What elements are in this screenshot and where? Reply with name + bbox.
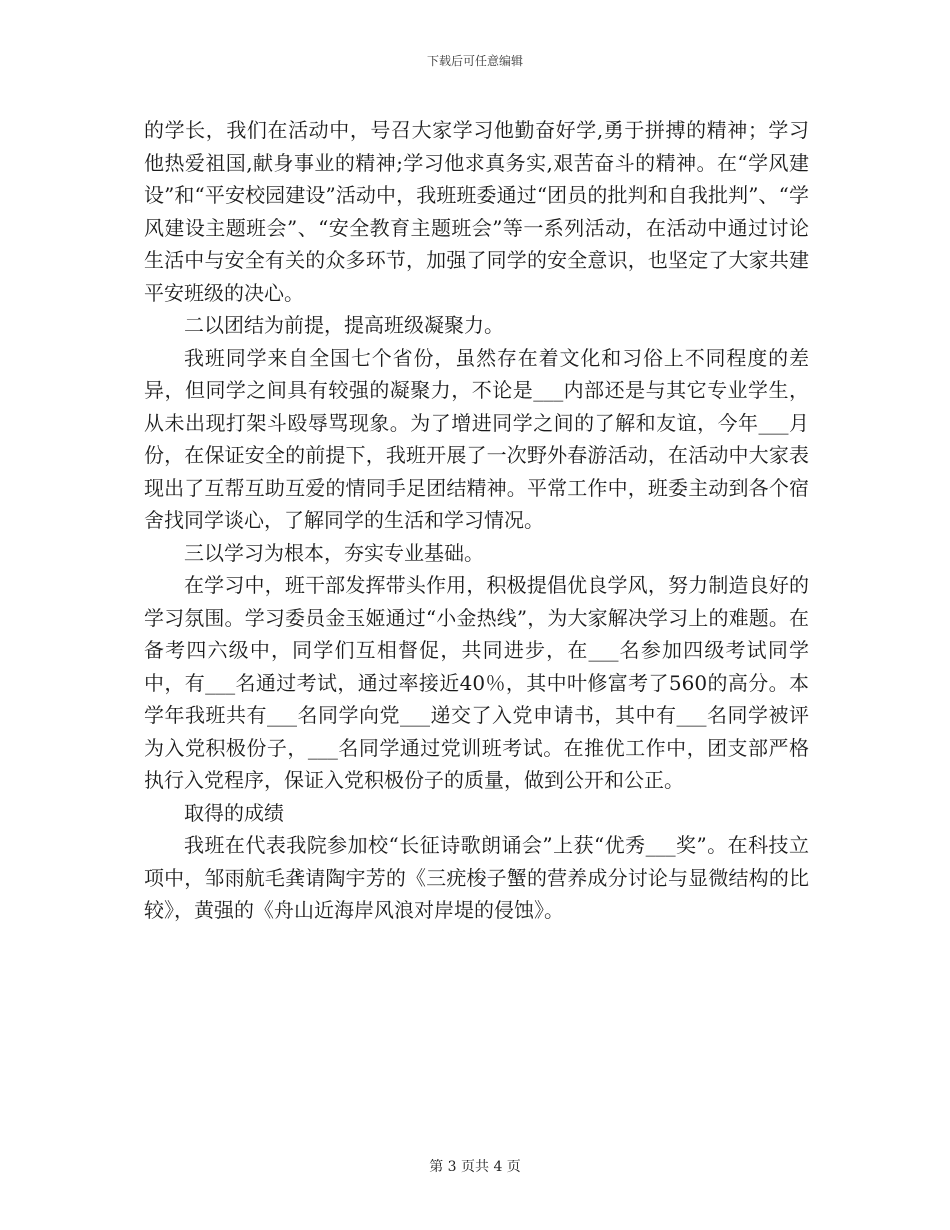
paragraph-unity: 我班同学来自全国七个省份，虽然存在着文化和习俗上不同程度的差异，但同学之间具有较强的凝聚力，不论是___内部还是与其它专业学生，从未出现打架斗殴辱骂现象。为了增进同学之间的了解和友谊，今年___月份，在保证安全的前提下，我班开展了一次野外春游活动，在活动中大家表现出了互帮互助互爱的情同手足团结精神。平常工作中，班委主动到各个宿舍找同学谈心，了解同学的生活和学习情况。	[144, 345, 809, 532]
paragraph-achievements: 我班在代表我院参加校“长征诗歌朗诵会”上获“优秀___奖”。在科技立项中，邹雨航毛龚请陶宇芳的《三疣梭子蟹的营养成分讨论与显微结构的比较》，黄强的《舟山近海岸风浪对岸堤的侵蚀》。	[144, 833, 809, 922]
paragraph-study: 在学习中，班干部发挥带头作用，积极提倡优良学风，努力制造良好的学习氛围。学习委员金玉姬通过“小金热线”，为大家解决学习上的难题。在备考四六级中，同学们互相督促，共同进步，在___名参加四级考试同学中，有___名通过考试，通过率接近40％，其中叶修富考了560的高分。本学年我班共有___名同学向党___递交了入党申请书，其中有___名同学被评为入党积极份子，___名同学通过党训班考试。在推优工作中，团支部严格执行入党程序，保证入党积极份子的质量，做到公开和公正。	[144, 573, 809, 792]
paragraph-continuation: 的学长，我们在活动中，号召大家学习他勤奋好学,勇于拼搏的精神；学习他热爱祖国,献身事业的精神;学习他求真务实,艰苦奋斗的精神。在“学风建设”和“平安校园建设”活动中，我班班委通过“团员的批判和自我批判”、“学风建设主题班会”、“安全教育主题班会”等一系列活动，在活动中通过讨论生活中与安全有关的众多环节，加强了同学的安全意识，也坚定了大家共建平安班级的决心。	[144, 118, 809, 305]
section-heading-achievements: 取得的成绩	[184, 800, 284, 825]
page-header: 下载后可任意编辑	[426, 54, 523, 68]
document-body	[144, 114, 809, 927]
section-heading-study: 三以学习为根本，夯实专业基础。	[184, 540, 484, 565]
page-footer: 第 3 页共 4 页	[429, 1159, 521, 1175]
section-heading-unity: 二以团结为前提，提高班级凝聚力。	[184, 313, 504, 337]
